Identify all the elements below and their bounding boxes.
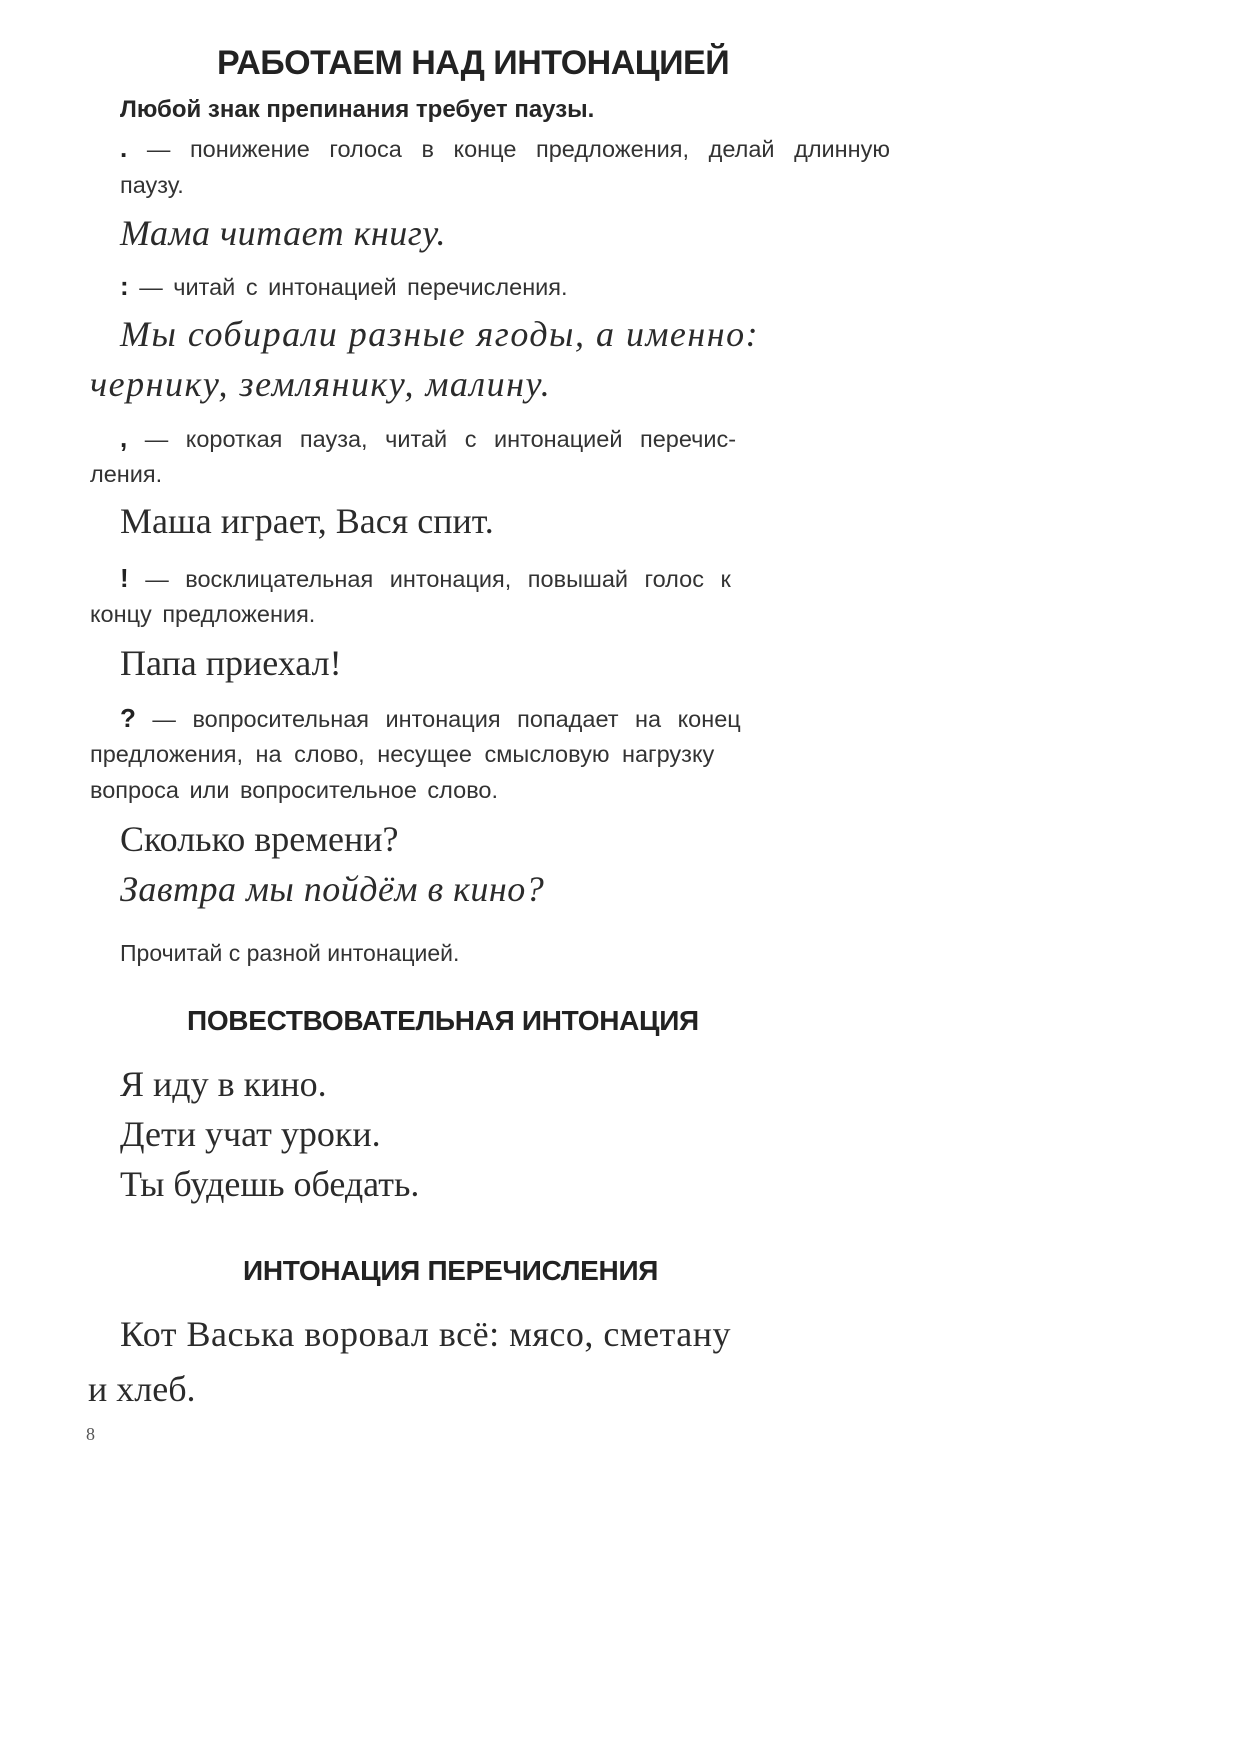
example-sentence: Мама читает книгу.	[120, 213, 447, 253]
example-sentence: Маша играет, Вася спит.	[120, 501, 494, 541]
example-sentence: Папа приехал!	[120, 643, 342, 683]
rule-text-line1: вопросительная интонация попадает на конец	[192, 706, 741, 732]
lead-sentence: Любой знак препинания требует паузы.	[120, 96, 595, 123]
rule-dash: —	[127, 136, 190, 162]
rule-question	[120, 700, 920, 737]
comma-symbol: ,	[120, 423, 128, 453]
example-sentence: Завтра мы пойдём в кино?	[120, 869, 545, 909]
section-heading: ПОВЕСТВОВАТЕЛЬНАЯ ИНТОНАЦИЯ	[187, 1005, 699, 1036]
example-sentence: и хлеб.	[88, 1369, 196, 1409]
example-sentence: Я иду в кино.	[120, 1064, 327, 1104]
page-title: РАБОТАЕМ НАД ИНТОНАЦИЕЙ	[217, 44, 730, 82]
section-heading: ИНТОНАЦИЯ ПЕРЕЧИСЛЕНИЯ	[243, 1255, 659, 1286]
rule-dash: —	[128, 274, 174, 300]
period-symbol: .	[120, 133, 128, 163]
rule-text-line2: ления.	[90, 461, 163, 487]
example-sentence: Ты будешь обедать.	[120, 1164, 420, 1204]
example-sentence: Сколько времени?	[120, 819, 399, 859]
example-sentence: Дети учат уроки.	[120, 1114, 381, 1154]
example-sentence: Мы собирали разные ягоды, а именно:	[120, 314, 760, 354]
example-sentence: Кот Васька воровал всё: мясо, сметану	[120, 1314, 732, 1354]
rule-text: понижение голоса в конце предложения, делай длинную паузу.	[120, 136, 890, 198]
rule-comma	[120, 420, 920, 457]
rule-period	[120, 130, 890, 203]
rule-dash: —	[135, 706, 193, 732]
page-number: 8	[86, 1424, 95, 1444]
colon-symbol: :	[120, 271, 129, 301]
example-sentence: чернику, землянику, малину.	[90, 364, 552, 404]
rule-text: читай с интонацией перечисления.	[173, 274, 568, 300]
rule-dash: —	[127, 426, 186, 452]
rule-text-line2: предложения, на слово, несущее смысловую нагрузку	[90, 741, 715, 767]
rule-colon	[120, 268, 920, 305]
exclamation-symbol: !	[120, 563, 129, 593]
instruction-text: Прочитай с разной интонацией.	[120, 940, 460, 966]
rule-dash: —	[128, 566, 186, 592]
rule-text-line1: короткая пауза, читай с интонацией перечис-	[185, 426, 737, 452]
rule-exclamation	[120, 560, 920, 597]
question-symbol: ?	[120, 703, 136, 733]
rule-text-line1: восклицательная интонация, повышай голос к	[185, 566, 731, 592]
rule-text-line2: концу предложения.	[90, 601, 316, 627]
rule-text-line3: вопроса или вопросительное слово.	[90, 777, 499, 803]
